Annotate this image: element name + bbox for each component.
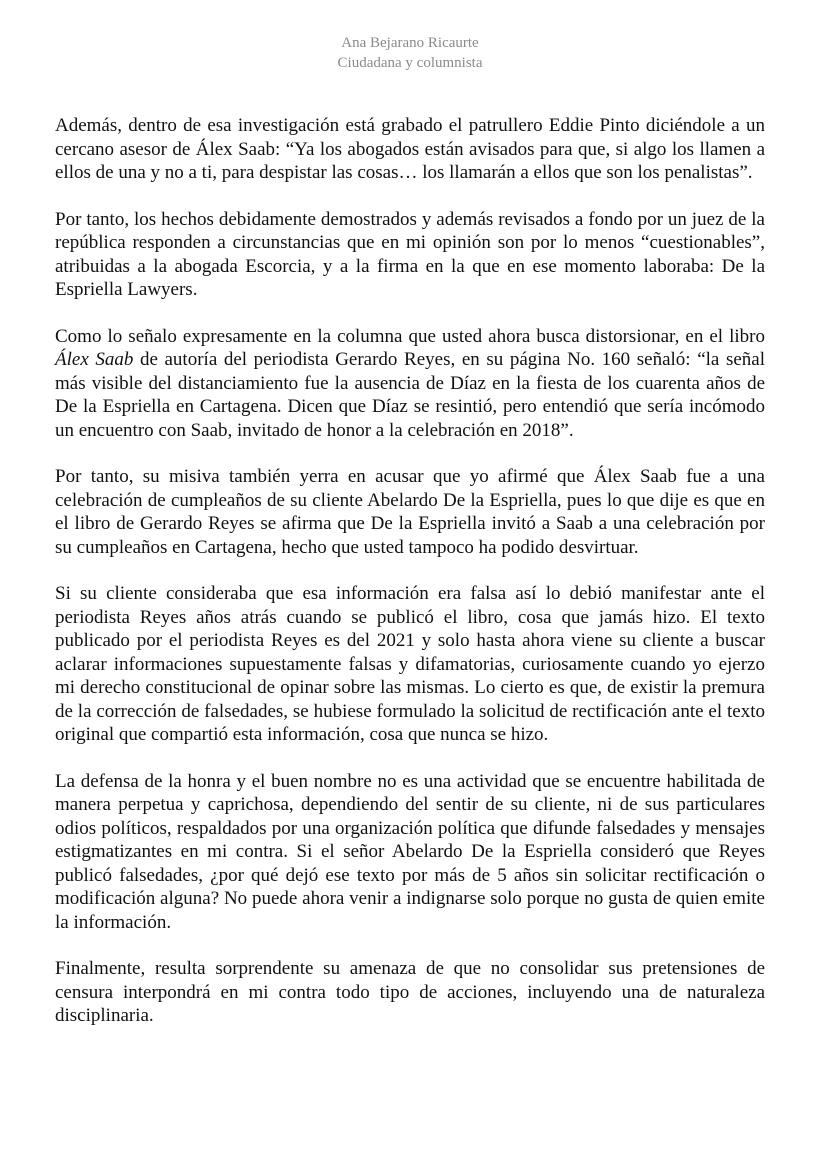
- paragraph-with-book-title: [55, 325, 765, 443]
- paragraph: Además, dentro de esa investigación está grabado el patrullero Eddie Pinto diciéndole a un cercano asesor de Álex Saab: “Ya los abogados están avisados para que, si algo los llamen a ellos de una y no a ti, para despistar las cosas… los llamarán a ellos que son los penalistas”.: [55, 115, 765, 183]
- page-header: [0, 33, 820, 73]
- paragraph: La defensa de la honra y el buen nombre no es una actividad que se encuentre habilitada de manera perpetua y caprichosa, dependiendo del sentir de su cliente, ni de sus particulares odios políticos, respaldados por una organización política que difunde falsedades y mensajes estigmatizantes en mi contra. Si el señor Abelardo De la Espriella consideró que Reyes publicó falsedades, ¿por qué dejó ese texto por más de 5 años sin solicitar rectificación o modificación alguna? No puede ahora venir a indignarse solo porque no gusta de quien emite la información.: [55, 770, 765, 933]
- letter-body: [55, 114, 765, 1051]
- paragraph-text: de autoría del periodista Gerardo Reyes, en su página No. 160 señaló: “la señal más visible del distanciamiento fue la ausencia de Díaz en la fiesta de los cuarenta años de De la Espriella en Cartagena. Dicen que Díaz se resintió, pero entendió que sería incómodo un encuentro con Saab, invitado de honor a la celebración en 2018”.: [55, 349, 765, 441]
- paragraph: Por tanto, su misiva también yerra en acusar que yo afirmé que Álex Saab fue a una celebración de cumpleaños de su cliente Abelardo De la Espriella, pues lo que dije es que en el libro de Gerardo Reyes se afirma que De la Espriella invitó a Saab a una celebración por su cumpleaños en Cartagena, hecho que usted tampoco ha podido desvirtuar.: [55, 466, 765, 558]
- paragraph-text: Como lo señalo expresamente en la columna que usted ahora busca distorsionar, en el libro: [55, 325, 765, 347]
- author-name: Ana Bejarano Ricaurte: [341, 35, 479, 51]
- paragraph: Por tanto, los hechos debidamente demostrados y además revisados a fondo por un juez de la república responden a circunstancias que en mi opinión son por lo menos “cuestionables”, atribuidas a la abogada Escorcia, y a la firma en la que en ese momento laboraba: De la Espriella Lawyers.: [55, 208, 765, 300]
- paragraph: Finalmente, resulta sorprendente su amenaza de que no consolidar sus pretensiones de censura interpondrá en mi contra todo tipo de acciones, incluyendo una de naturaleza disciplinaria.: [55, 958, 765, 1026]
- paragraph: Si su cliente consideraba que esa información era falsa así lo debió manifestar ante el periodista Reyes años atrás cuando se publicó el libro, cosa que jamás hizo. El texto publicado por el periodista Reyes es del 2021 y solo hasta ahora viene su cliente a buscar aclarar informaciones supuestamente falsas y difamatorias, curiosamente cuando yo ejerzo mi derecho constitucional de opinar sobre las mismas. Lo cierto es que, de existir la premura de la corrección de falsedades, se hubiese formulado la solicitud de rectificación ante el texto original que compartió esta información, cosa que nunca se hizo.: [55, 583, 765, 745]
- book-title: Álex Saab: [55, 349, 134, 370]
- author-role: Ciudadana y columnista: [337, 55, 483, 71]
